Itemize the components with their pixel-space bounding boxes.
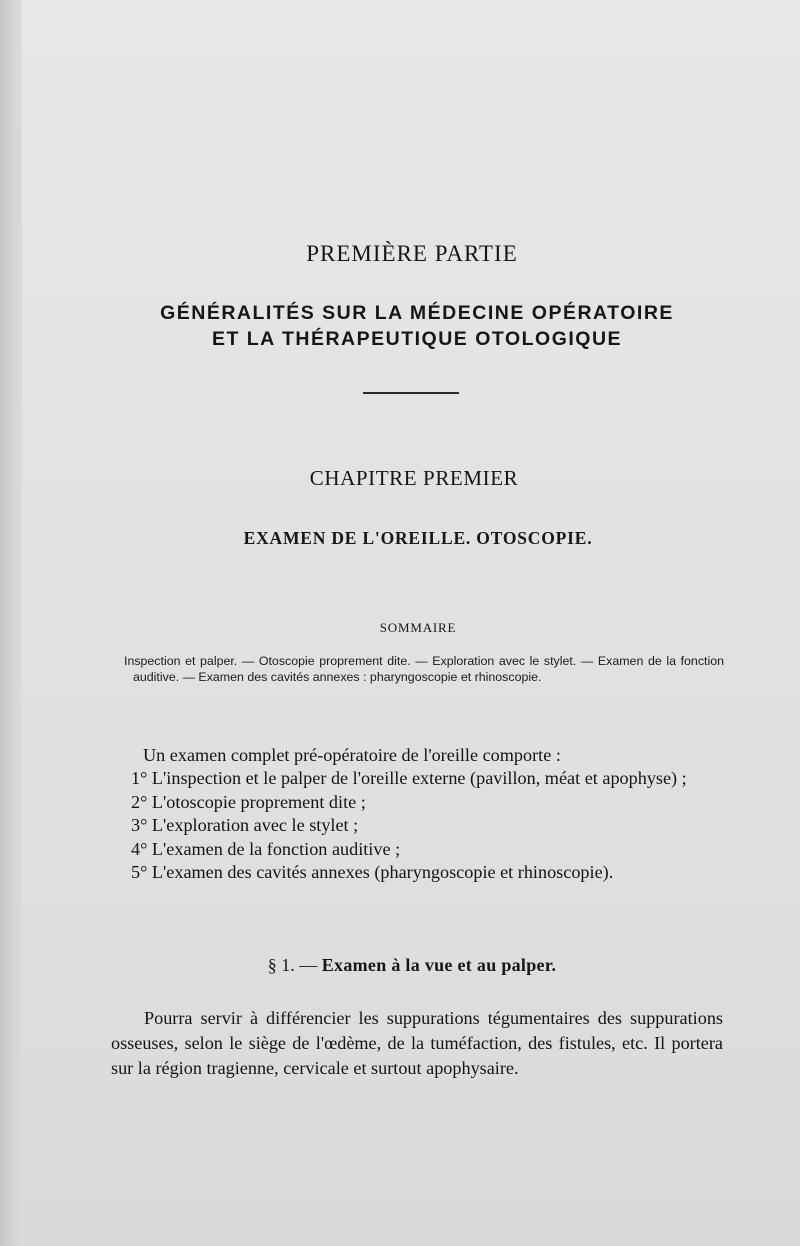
section-paragraph: Pourra servir à différencier les suppurations tégumentaires des suppurations osseuses, selon le siège de l'œdème, de la tuméfaction, des fistules, etc. Il portera sur la région tragienne, cervicale et surtout apophysaire. (111, 1008, 723, 1078)
section-divider-rule (363, 392, 459, 394)
list-item: 1° L'inspection et le palper de l'oreille externe (pavillon, méat et apophyse) ; (131, 768, 687, 788)
list-item: 3° L'exploration avec le stylet ; (131, 815, 359, 835)
list-item: 5° L'examen des cavités annexes (pharyngoscopie et rhinoscopie). (131, 862, 614, 882)
list-item: 2° L'otoscopie proprement dite ; (131, 791, 366, 812)
section-title: Examen à la vue et au palper. (321, 955, 557, 975)
part-subtitle-line-1: GÉNÉRALITÉS SUR LA MÉDECINE OPÉRATOIRE (160, 302, 674, 324)
part-title: PREMIÈRE PARTIE (306, 241, 518, 266)
part-subtitle (62, 300, 772, 352)
summary-text: Inspection et palper. — Otoscopie proprement dite. — Exploration avec le stylet. — Examen de la fonction auditive. — Examen des cavités annexes : pharyngoscopie et rhinoscopie. (124, 654, 724, 684)
summary-heading: SOMMAIRE (379, 620, 457, 635)
section-number: § 1. — (267, 955, 318, 975)
list-item: 4° L'examen de la fonction auditive ; (131, 838, 401, 859)
chapter-title: CHAPITRE PREMIER (309, 466, 519, 490)
page-left-edge (0, 0, 22, 1246)
section-heading (62, 955, 762, 976)
chapter-subtitle: EXAMEN DE L'OREILLE. OTOSCOPIE. (243, 528, 593, 548)
exam-steps-list (111, 767, 723, 885)
intro-sentence: Un examen complet pré-opératoire de l'oreille comporte : (143, 745, 561, 765)
part-subtitle-line-2: ET LA THÉRAPEUTIQUE OTOLOGIQUE (211, 328, 623, 350)
